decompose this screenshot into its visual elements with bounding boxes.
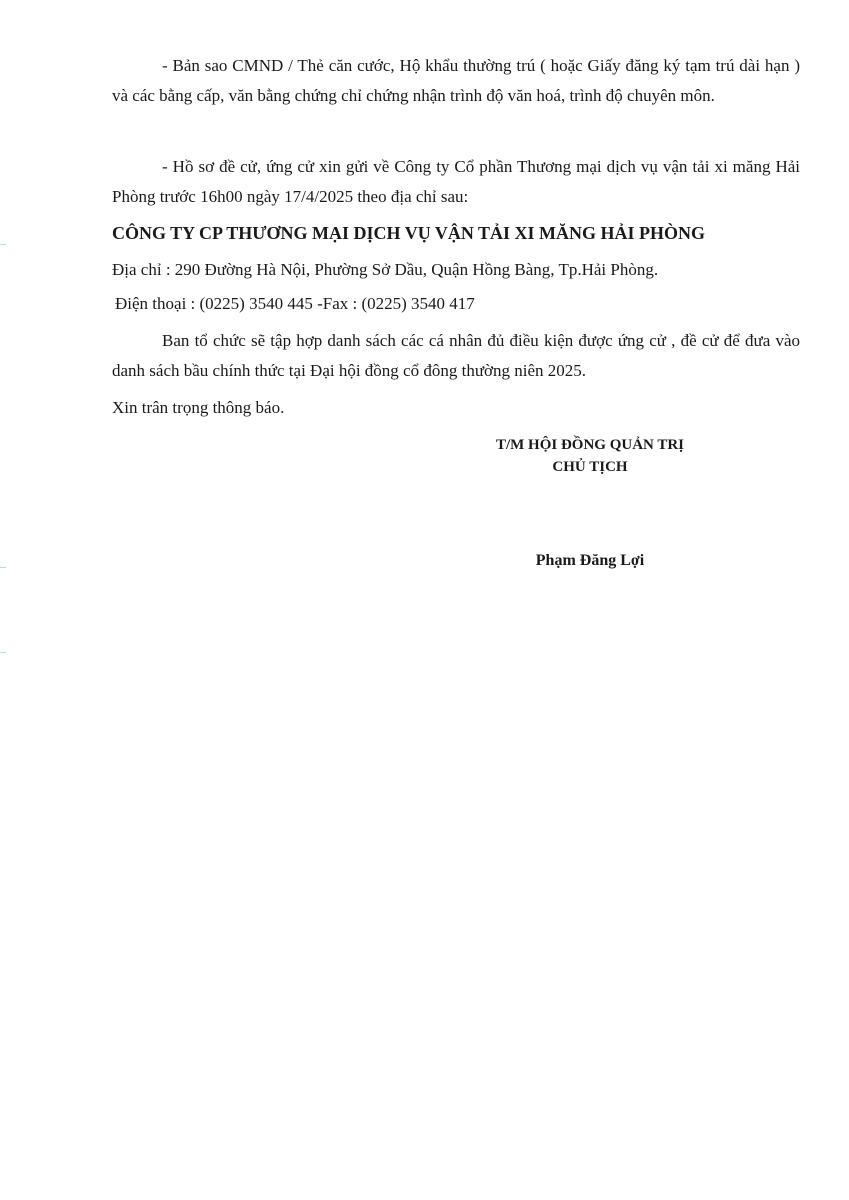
paragraph-id-documents: - Bản sao CMND / Thẻ căn cước, Hộ khẩu thường trú ( hoặc Giấy đăng ký tạm trú dài hạn ) và các bằng cấp, văn bằng chứng chỉ chứng nhận trình độ văn hoá, trình độ chuyên môn. [112,56,800,105]
paragraph-submission-instructions: - Hồ sơ đề cử, ứng cử xin gửi về Công ty Cổ phần Thương mại dịch vụ vận tải xi măng Hải Phòng trước 16h00 ngày 17/4/2025 theo địa chỉ sau: [112,157,800,206]
scan-edge-mark [0,652,6,653]
signature-title: CHỦ TỊCH [552,459,628,475]
company-name: CÔNG TY CP THƯƠNG MẠI DỊCH VỤ VẬN TẢI XI MĂNG HẢI PHÒNG [112,223,706,243]
signature-role: T/M HỘI ĐỒNG QUẢN TRỊ [495,437,685,453]
scan-edge-mark [0,244,6,245]
scan-edge-mark [0,567,6,568]
company-address: Địa chỉ : 290 Đường Hà Nội, Phường Sở Dầu, Quận Hồng Bàng, Tp.Hải Phòng. [112,260,659,279]
company-phone-fax: Điện thoại : (0225) 3540 445 -Fax : (0225) 3540 417 [115,294,475,313]
closing-line: Xin trân trọng thông báo. [112,398,285,417]
paragraph-organizing-committee: Ban tổ chức sẽ tập hợp danh sách các cá nhân đủ điều kiện được ứng cử , đề cử để đưa vào danh sách bầu chính thức tại Đại hội đồng cổ đông thường niên 2025. [112,331,800,380]
signature-name: Phạm Đăng Lợi [535,552,645,569]
